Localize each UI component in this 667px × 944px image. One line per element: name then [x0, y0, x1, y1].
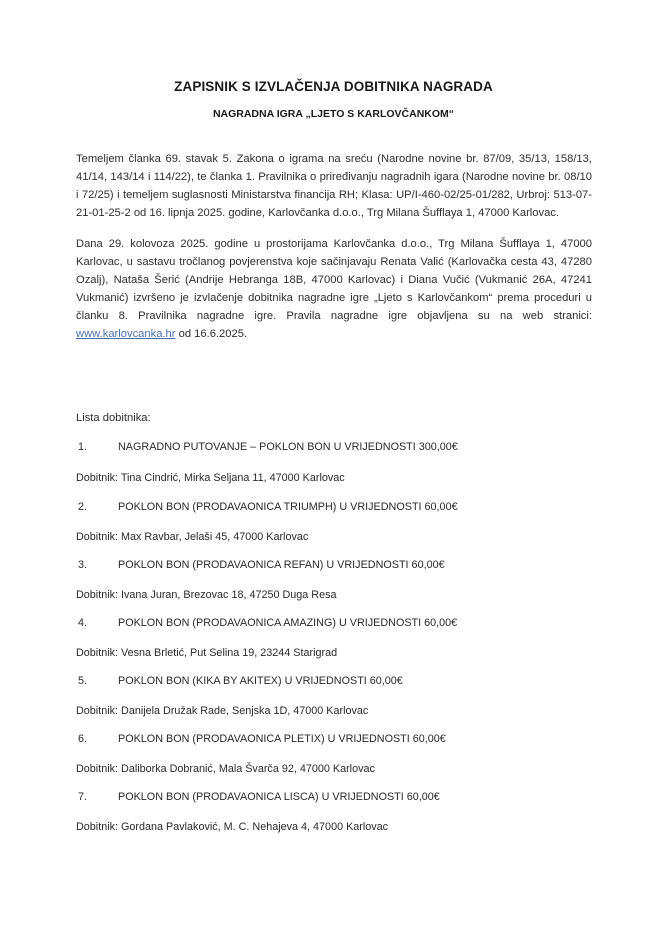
winner-label: Dobitnik:	[76, 705, 119, 717]
prize-item	[78, 441, 458, 453]
prize-description: POKLON BON (KIKA BY AKITEX) U VRIJEDNOSTI 60,00€	[118, 675, 403, 687]
prize-number: 2.	[78, 501, 88, 513]
website-link[interactable]: www.karlovcanka.hr	[76, 328, 176, 340]
winner-label: Dobitnik:	[76, 472, 119, 484]
prize-item	[78, 617, 457, 629]
draw-paragraph-text: Dana 29. kolovoza 2025. godine u prostorijama Karlovčanka d.o.o., Trg Milana Šufflaya 1, 47000 Karlovac, u sastavu tročlanog povjerenstva koje sačinjavaju Renata Valić (Karlovačka cesta 43, 47280 Ozalj), Nataša Šerić (Andrije Hebranga 18B, 47000 Karlovac) i Diana Vučić (Vukmanić 26A, 47241 Vukmanić) izvršeno je izvlačenje dobitnika nagradne igre „Ljeto s Karlovčankom“ prema proceduri u članku 8. Pravilnika nagradne igre. Pravila nagradne igre objavljena su na web stranici:	[76, 238, 592, 322]
intro-paragraph: Temeljem članka 69. stavak 5. Zakona o igrama na sreću (Narodne novine br. 87/09, 35/13, 158/13, 41/14, 143/14 i 114/22), te članka 1. Pravilnika o priređivanju nagradnih igara (Narodne novine br. 08/10 i 72/25) i temeljem suglasnosti Ministarstva financija RH; Klasa: UP/I-460-02/25-01/282, Urbroj: 513-07-21-01-25-2 od 16. lipnja 2025. godine, Karlovčanka d.o.o., Trg Milana Šufflaya 1, 47000 Karlovac.	[76, 153, 592, 219]
prize-number: 5.	[78, 675, 88, 687]
winner-details: Danijela Družak Rade, Senjska 1D, 47000 Karlovac	[121, 705, 369, 717]
winner-line	[76, 705, 368, 717]
winner-label: Dobitnik:	[76, 531, 119, 543]
prize-number: 3.	[78, 559, 88, 571]
winner-line	[76, 589, 337, 601]
document-title: ZAPISNIK S IZVLAČENJA DOBITNIKA NAGRADA	[174, 79, 493, 94]
winners-list-title: Lista dobitnika:	[76, 412, 151, 424]
prize-number: 4.	[78, 617, 88, 629]
winner-details: Ivana Juran, Brezovac 18, 47250 Duga Resa	[121, 589, 337, 601]
prize-item	[78, 675, 403, 687]
winner-label: Dobitnik:	[76, 647, 119, 659]
prize-item	[78, 791, 440, 803]
prize-number: 1.	[78, 441, 88, 453]
prize-number: 7.	[78, 791, 88, 803]
winner-details: Vesna Brletić, Put Selina 19, 23244 Starigrad	[121, 647, 338, 659]
prize-item	[78, 733, 446, 745]
prize-item	[78, 501, 458, 513]
prize-description: POKLON BON (PRODAVAONICA LISCA) U VRIJEDNOSTI 60,00€	[118, 791, 440, 803]
prize-description: POKLON BON (PRODAVAONICA PLETIX) U VRIJEDNOSTI 60,00€	[118, 733, 446, 745]
winner-details: Max Ravbar, Jelaši 45, 47000 Karlovac	[121, 531, 309, 543]
winner-label: Dobitnik:	[76, 589, 119, 601]
prize-item	[78, 559, 445, 571]
prize-description: POKLON BON (PRODAVAONICA TRIUMPH) U VRIJEDNOSTI 60,00€	[118, 501, 458, 513]
prize-number: 6.	[78, 733, 88, 745]
prize-description: POKLON BON (PRODAVAONICA REFAN) U VRIJEDNOSTI 60,00€	[118, 559, 445, 571]
winner-line	[76, 647, 337, 659]
winner-details: Tina Cindrić, Mirka Seljana 11, 47000 Karlovac	[120, 472, 345, 484]
winner-details: Gordana Pavlaković, M. C. Nehajeva 4, 47000 Karlovac	[121, 821, 389, 833]
prize-description: POKLON BON (PRODAVAONICA AMAZING) U VRIJEDNOSTI 60,00€	[118, 617, 458, 629]
winner-line	[76, 763, 375, 775]
winner-line	[76, 821, 388, 833]
draw-paragraph	[76, 235, 592, 343]
winner-label: Dobitnik:	[76, 821, 119, 833]
winner-details: Daliborka Dobranić, Mala Švarča 92, 47000 Karlovac	[121, 763, 375, 775]
prize-description: NAGRADNO PUTOVANJE – POKLON BON U VRIJEDNOSTI 300,00€	[118, 441, 458, 453]
document-subtitle: NAGRADNA IGRA „LJETO S KARLOVČANKOM“	[212, 108, 455, 120]
winner-label: Dobitnik:	[76, 763, 119, 775]
draw-paragraph-tail: od 16.6.2025.	[175, 328, 248, 340]
winner-line	[76, 531, 308, 543]
winner-line	[76, 472, 345, 484]
